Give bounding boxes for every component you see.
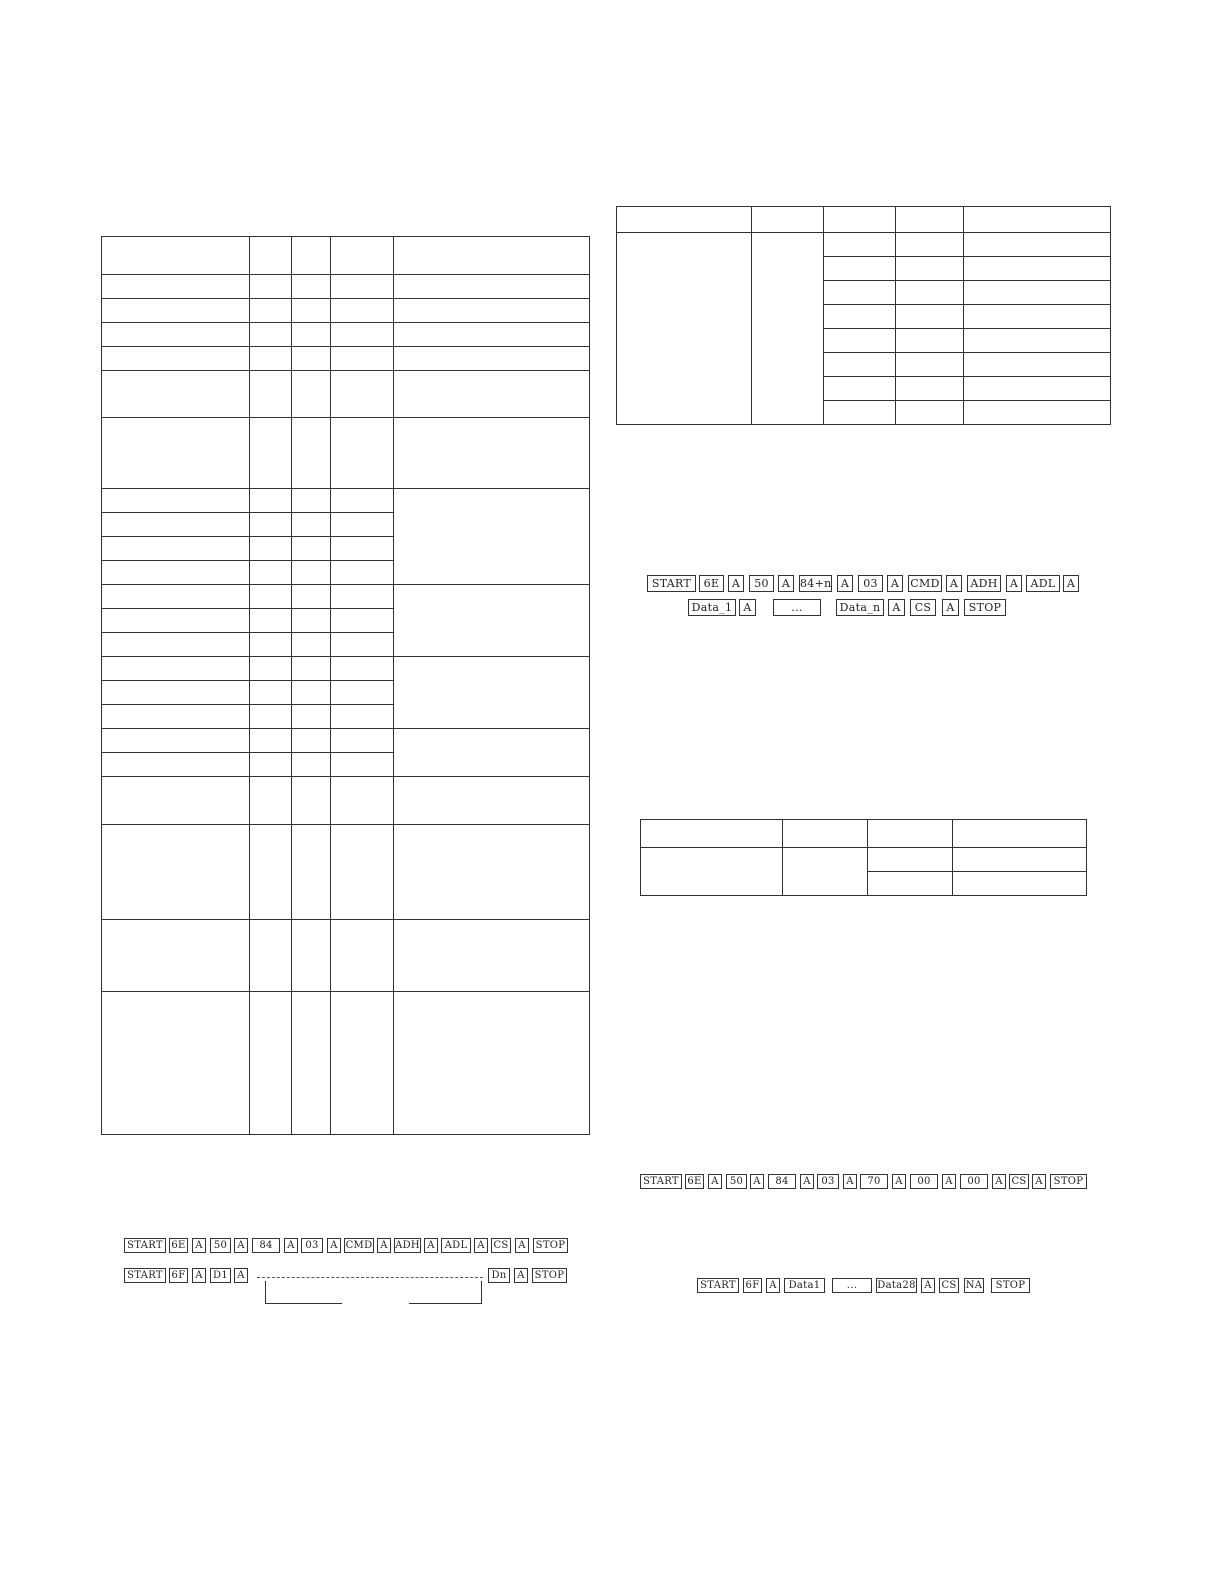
ack-token: A xyxy=(234,1268,248,1283)
byte-token: 03 xyxy=(301,1238,323,1253)
value-table xyxy=(616,206,1111,425)
ack-token: A xyxy=(778,575,794,592)
data-token: Data28 xyxy=(877,1280,916,1291)
ack-token: A xyxy=(766,1278,780,1293)
table-row xyxy=(102,825,590,920)
data-token: Data_n xyxy=(836,599,884,616)
start-token: START xyxy=(124,1238,166,1253)
ack-token: A xyxy=(992,1174,1006,1189)
table-row xyxy=(102,275,590,299)
ack-token: A xyxy=(750,1174,764,1189)
example-request-sequence xyxy=(640,1174,1090,1189)
adh-token: ADH xyxy=(395,1240,420,1251)
ack-token: A xyxy=(888,599,905,616)
table-row xyxy=(102,657,590,681)
table-row xyxy=(102,489,590,513)
ack-token: A xyxy=(892,1174,906,1189)
ack-token: A xyxy=(1032,1174,1046,1189)
table-header-row xyxy=(641,820,1087,848)
table-row xyxy=(102,371,590,418)
data-token: D1 xyxy=(210,1268,231,1283)
data-token: Data_1 xyxy=(688,599,736,616)
table-row xyxy=(102,347,590,371)
address-token: 6E xyxy=(685,1174,704,1189)
table-row xyxy=(102,585,590,609)
ack-token: A xyxy=(474,1238,488,1253)
ack-token: A xyxy=(708,1174,722,1189)
table-header-row xyxy=(617,207,1111,233)
adl-token: ADL xyxy=(1026,575,1060,592)
stop-token: STOP xyxy=(1050,1174,1087,1189)
write-sequence-line-1 xyxy=(647,575,1087,592)
stop-token: STOP xyxy=(532,1268,567,1283)
bracket-left-vertical xyxy=(265,1281,266,1303)
byte-token: 03 xyxy=(858,575,883,592)
adh-token: ADH xyxy=(967,575,1001,592)
stop-token: STOP xyxy=(533,1238,568,1253)
checksum-token: CS xyxy=(939,1278,959,1293)
table-row xyxy=(641,848,1087,872)
checksum-token: CS xyxy=(910,599,936,616)
nack-token: NA xyxy=(965,1280,983,1291)
adl-token: 00 xyxy=(960,1174,988,1189)
byte-token: 84 xyxy=(252,1238,280,1253)
cmd-token: 70 xyxy=(860,1174,888,1189)
ack-token: A xyxy=(800,1174,814,1189)
ack-token: A xyxy=(284,1238,298,1253)
small-table xyxy=(640,819,1087,896)
length-token: 84+n xyxy=(800,577,832,590)
table-row xyxy=(617,233,1111,257)
address-token: 6F xyxy=(743,1278,762,1293)
adl-token: ADL xyxy=(441,1238,471,1253)
ack-token: A xyxy=(515,1238,529,1253)
cmd-token: CMD xyxy=(345,1240,373,1251)
byte-token: 84 xyxy=(768,1174,796,1189)
ack-token: A xyxy=(514,1268,528,1283)
ellipsis-token: ... xyxy=(832,1278,872,1293)
table-row xyxy=(102,992,590,1135)
write-sequence-line-2 xyxy=(688,599,1018,616)
table-row xyxy=(102,777,590,825)
bracket-bottom-right xyxy=(409,1303,482,1304)
ack-token: A xyxy=(728,575,744,592)
read-request-sequence xyxy=(124,1238,574,1253)
start-token: START xyxy=(640,1174,682,1189)
ack-token: A xyxy=(887,575,903,592)
table-row xyxy=(102,418,590,489)
ack-token: A xyxy=(837,575,853,592)
data-token: Dn xyxy=(488,1268,510,1283)
example-reply-sequence xyxy=(697,1278,1037,1293)
stop-token: STOP xyxy=(964,599,1006,616)
adh-token: 00 xyxy=(910,1174,938,1189)
table-header-row xyxy=(102,237,590,275)
ack-token: A xyxy=(192,1238,206,1253)
ack-token: A xyxy=(739,599,756,616)
ack-token: A xyxy=(1063,575,1079,592)
ack-token: A xyxy=(946,575,962,592)
ack-token: A xyxy=(234,1238,248,1253)
table-row xyxy=(102,323,590,347)
data-continuation-line xyxy=(257,1277,483,1278)
byte-token: 50 xyxy=(726,1174,747,1189)
byte-token: 03 xyxy=(817,1174,839,1189)
ellipsis-token: ... xyxy=(773,599,821,616)
ack-token: A xyxy=(1006,575,1022,592)
ack-token: A xyxy=(921,1278,935,1293)
ack-token: A xyxy=(942,1174,956,1189)
checksum-token: CS xyxy=(1009,1174,1029,1189)
byte-token: 50 xyxy=(749,575,774,592)
start-token: START xyxy=(697,1278,739,1293)
ack-token: A xyxy=(942,599,959,616)
start-token: START xyxy=(647,575,696,592)
address-token: 6F xyxy=(169,1268,188,1283)
ack-token: A xyxy=(327,1238,341,1253)
address-token: 6E xyxy=(169,1238,188,1253)
checksum-token: CS xyxy=(491,1238,511,1253)
byte-token: 50 xyxy=(210,1238,231,1253)
table-row xyxy=(102,299,590,323)
stop-token: STOP xyxy=(991,1278,1030,1293)
ack-token: A xyxy=(377,1238,391,1253)
start-token: START xyxy=(124,1268,166,1283)
table-row xyxy=(102,729,590,753)
ack-token: A xyxy=(192,1268,206,1283)
bracket-bottom-left xyxy=(265,1303,342,1304)
ack-token: A xyxy=(424,1238,438,1253)
command-table xyxy=(101,236,590,1135)
read-reply-sequence xyxy=(124,1268,574,1283)
data-token: Data1 xyxy=(784,1278,825,1293)
address-token: 6E xyxy=(699,575,724,592)
ack-token: A xyxy=(843,1174,857,1189)
cmd-token: CMD xyxy=(908,575,942,592)
table-row xyxy=(102,920,590,992)
bracket-right-vertical xyxy=(481,1281,482,1303)
